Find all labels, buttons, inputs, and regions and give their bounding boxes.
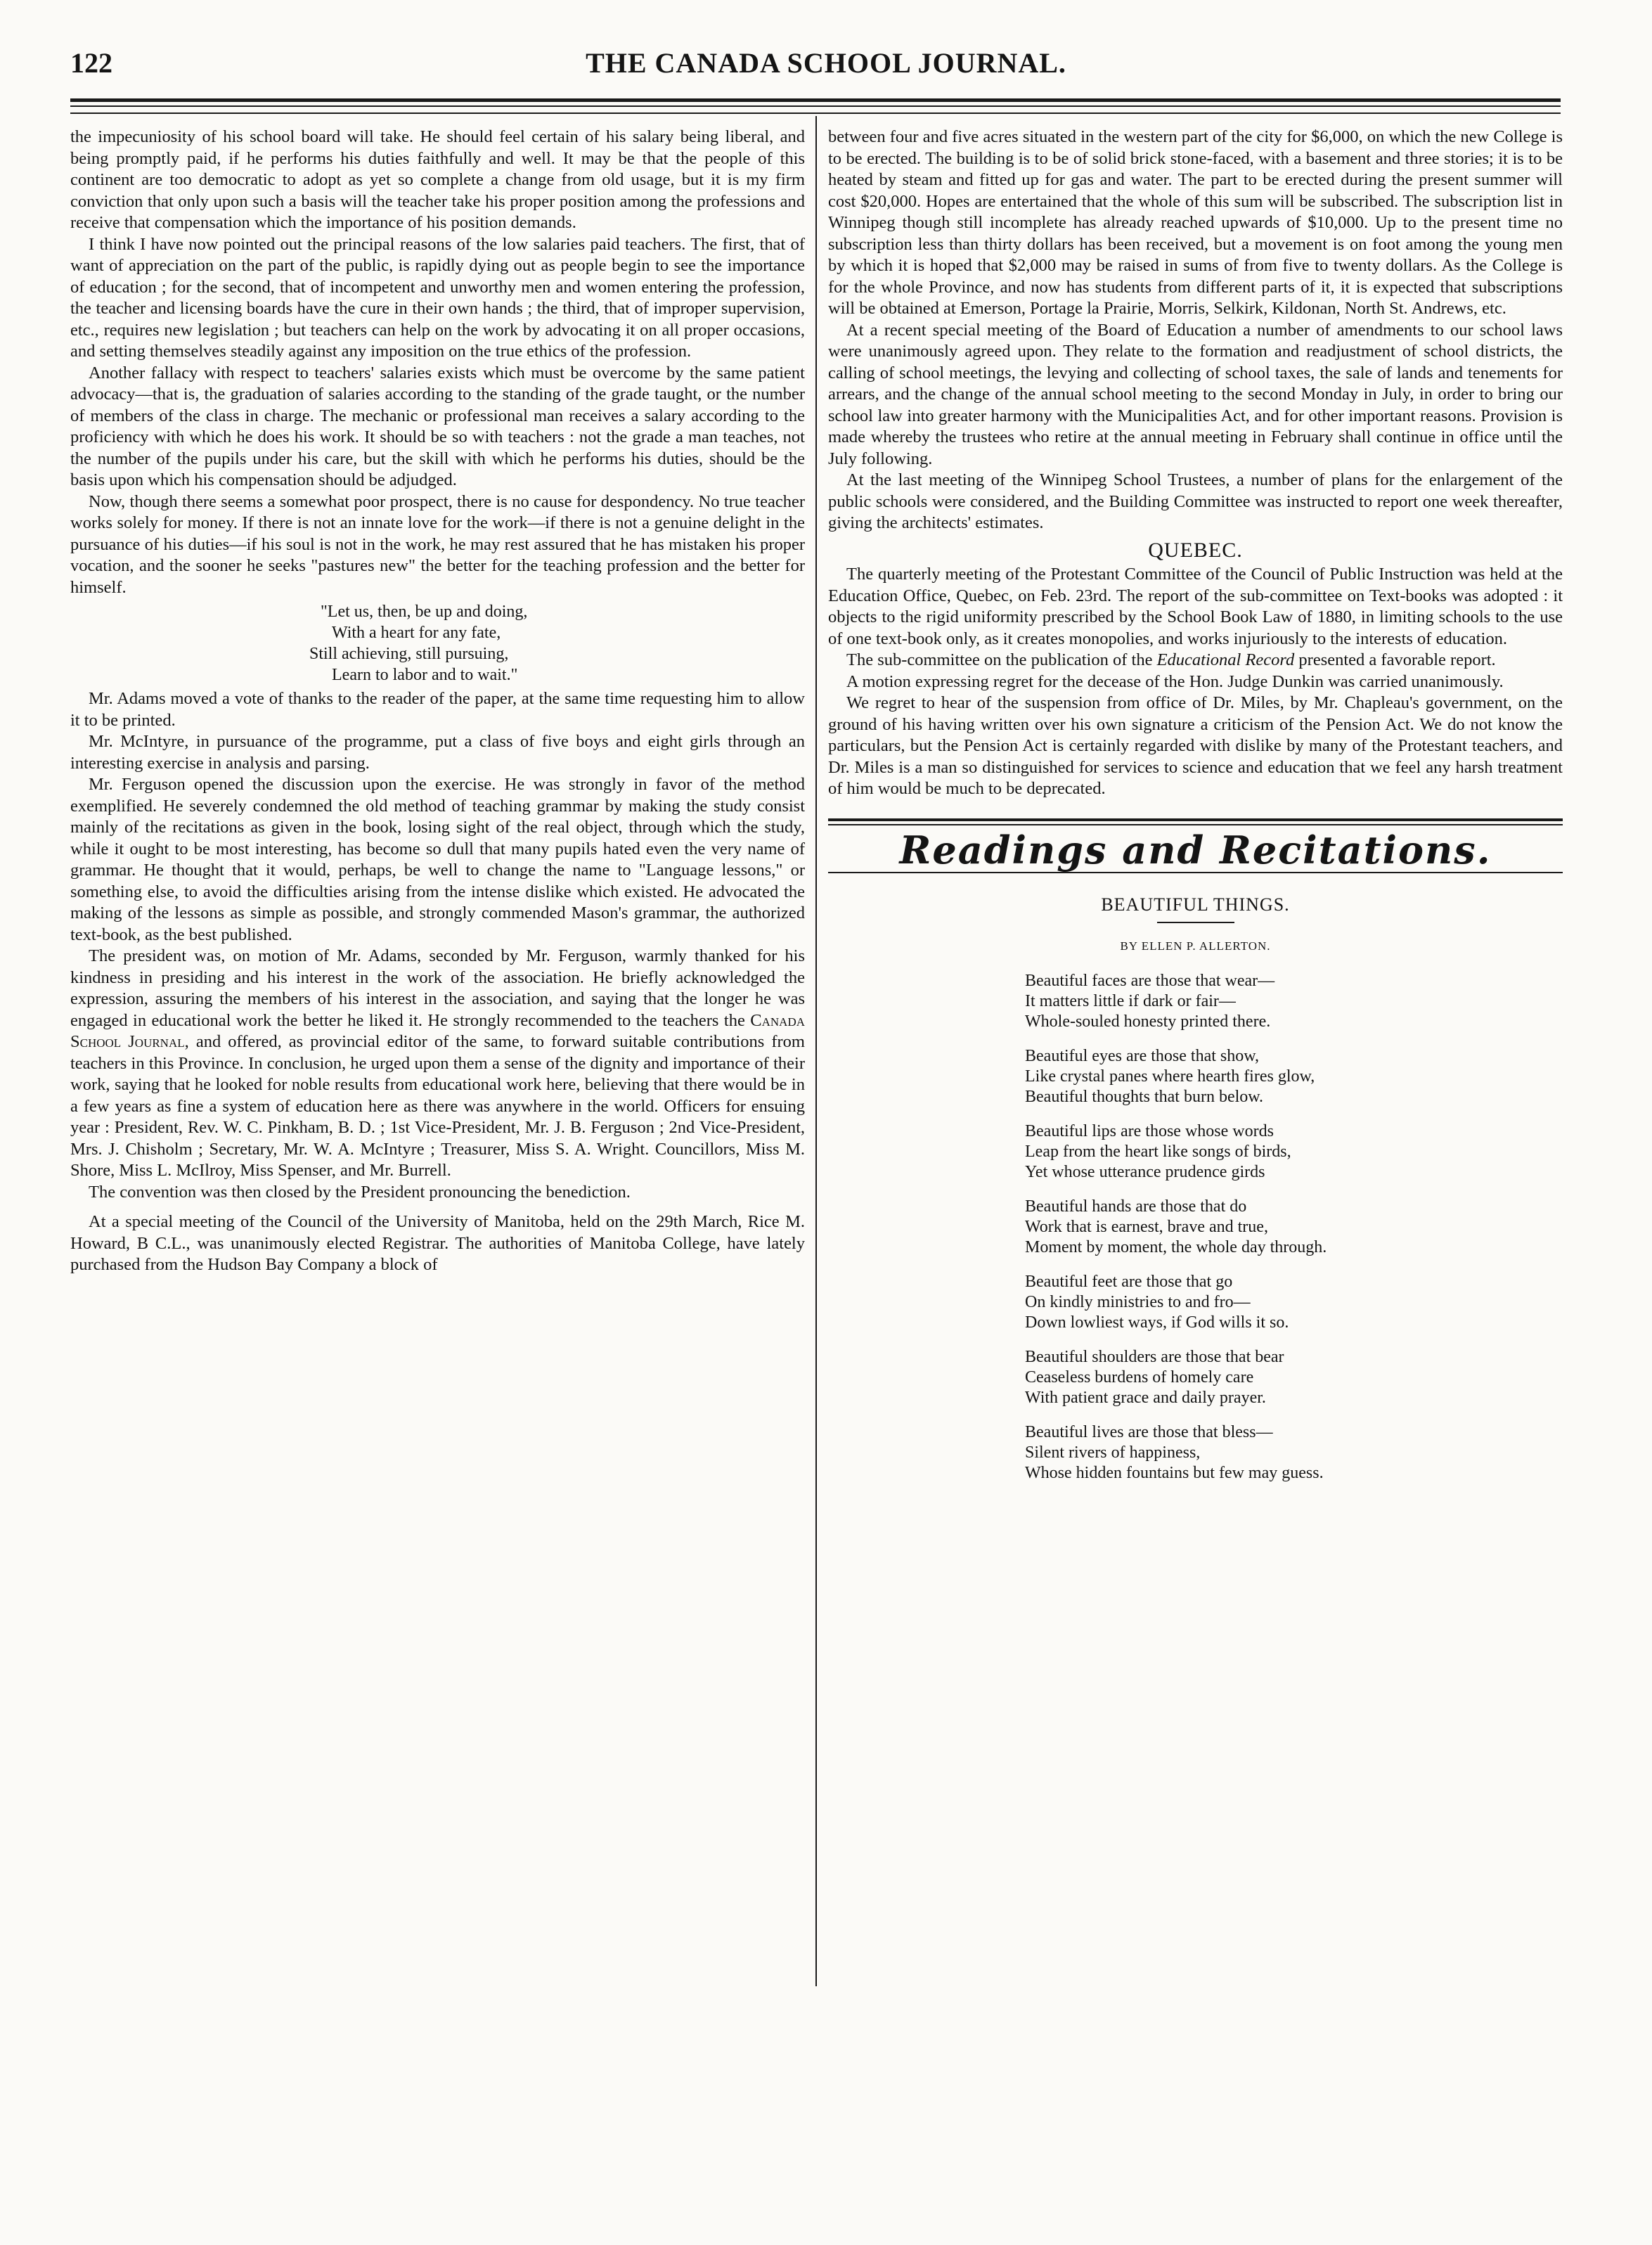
poem-line: Beautiful eyes are those that show,	[1025, 1047, 1260, 1065]
poem-line: Leap from the heart like songs of birds,	[1025, 1143, 1291, 1161]
poem-line: Beautiful feet are those that go	[1025, 1273, 1233, 1291]
poem-byline: BY ELLEN P. ALLERTON.	[1120, 939, 1271, 953]
paragraph: At the last meeting of the Winnipeg School Trustees, a number of plans for the enlargement of the public schools were considered, and the Building Committee was instructed to report one week thereafter, giving the architects' estimates.	[828, 470, 1563, 532]
poem-line: Silent rivers of happiness,	[1025, 1443, 1201, 1462]
poem-line: Whose hidden fountains but few may guess.	[1025, 1464, 1324, 1482]
poem-line: Ceaseless burdens of homely care	[1025, 1368, 1254, 1387]
verse-line: Still achieving, still pursuing,	[309, 645, 509, 663]
running-title: THE CANADA SCHOOL JOURNAL.	[586, 47, 1066, 79]
paragraph: We regret to hear of the suspension from office of Dr. Miles, by Mr. Chapleau's government, on the ground of his having written over his own signature a criticism of the Pension Act. We do not know the particulars, but the Pension Act is certainly regarded with dislike by many of the Protestant teachers, and Dr. Miles is a man so distinguished for services to science and education that we feel any harsh treatment of him would be much to be deprecated.	[828, 693, 1563, 798]
paragraph-text: The president was, on motion of Mr. Adams, seconded by Mr. Ferguson, warmly thanked for his kindness in presiding and his interest in the work of the association. He briefly acknowledged the expression, assuring the members of his interest in the association, and saying that the longer he was engaged in educational work the better he liked it. He strongly recommended to the teachers the	[70, 946, 805, 1030]
poem-line: Moment by moment, the whole day through.	[1025, 1238, 1327, 1256]
paragraph: At a recent special meeting of the Board of Education a number of amendments to our school laws were unanimously agreed upon. They relate to the formation and readjustment of school districts, the calling of school meetings, the levying and collecting of school taxes, the sale of lands and tenements for arrears, and the change of the annual school meeting to the second Monday in July, in order to bring our school law into greater harmony with the Municipalities Act, and for other important reasons. Provision is made whereby the trustees who retire at the annual meeting in February shall continue in office until the July following.	[828, 320, 1563, 468]
poem-line: Beautiful lives are those that bless—	[1025, 1423, 1273, 1441]
page-number: 122	[70, 47, 112, 79]
poem-line: Beautiful lips are those whose words	[1025, 1122, 1274, 1140]
publication-name: Educational Record	[1156, 650, 1295, 669]
paragraph: Now, though there seems a somewhat poor prospect, there is no cause for despondency. No true teacher works solely for money. If there is not an innate love for the work—if there is not a genuine delight in the pursuance of his duties—if his soul is not in the work, he may rest assured that he has mistaken his proper vocation, and the sooner he seeks "pastures new" the better for the teaching profession and the better for himself.	[70, 491, 805, 597]
paragraph: The quarterly meeting of the Protestant Committee of the Council of Public Instruction was held at the Education Office, Quebec, on Feb. 23rd. The report of the sub-committee on Text-books was adopted : it objects to the rigid uniformity prescribed by the School Book Law of 1880, in limiting schools to the use of one text-book only, as it creates monopolies, and works injuriously to the interests of education.	[828, 565, 1563, 648]
poem-line: Down lowliest ways, if God wills it so.	[1025, 1313, 1289, 1332]
readings-heading: Readings and Recitations.	[899, 827, 1492, 873]
right-column	[828, 127, 1563, 1498]
paragraph	[828, 650, 1563, 671]
poem-stanza	[1025, 1347, 1563, 1408]
page-header	[70, 44, 1582, 86]
poem-line: Work that is earnest, brave and true,	[1025, 1218, 1268, 1236]
poem-line: Whole-souled honesty printed there.	[1025, 1012, 1271, 1031]
poem-stanza	[1025, 1121, 1563, 1183]
journal-name: Canada School Journal	[70, 1010, 806, 1051]
poem-line: Beautiful faces are those that wear—	[1025, 972, 1275, 990]
poem-line: Beautiful shoulders are those that bear	[1025, 1348, 1284, 1366]
paragraph: Another fallacy with respect to teachers' salaries exists which must be overcome by the same patient advocacy—that is, the graduation of salaries according to the standing of the grade taught, or the number of members of the class in charge. The mechanic or professional man receives a salary according to the proficiency with which he does his work. It should be so with teachers : not the grade a man teaches, not the number of the pupils under his care, but the skill with which he performs his duties, should be the basis upon which his compensation should be adjudged.	[70, 363, 805, 489]
paragraph: Mr. Ferguson opened the discussion upon the exercise. He was strongly in favor of the method exemplified. He severely condemned the old method of teaching grammar by making the study consist mainly of the recitations as given in the book, losing sight of the real object, through which the study, while it ought to be most interesting, has become so dull that many pupils hated even the very name of grammar. He thought that it would, perhaps, be well to change the name to "Language lessons," or something else, to avoid the difficulties arising from the intense dislike which existed. He advocated the making of the lessons as simple as possible, and strongly commended Mason's grammar, the authorized text-book, as the best published.	[70, 775, 805, 944]
paragraph-text: presented a favorable report.	[1298, 650, 1496, 669]
poem-line: Like crystal panes where hearth fires glow,	[1025, 1067, 1315, 1086]
poem-stanza	[1025, 1046, 1563, 1107]
paragraph: A motion expressing regret for the decease of the Hon. Judge Dunkin was carried unanimously.	[846, 671, 1504, 691]
section-divider	[828, 818, 1563, 825]
paragraph: Mr. McIntyre, in pursuance of the programme, put a class of five boys and eight girls through an interesting exercise in analysis and parsing.	[70, 732, 805, 773]
left-column	[70, 127, 805, 1276]
poem-title-rule	[1157, 922, 1234, 923]
header-rule-thin	[70, 105, 1561, 107]
poem-stanza	[1025, 1272, 1563, 1333]
poem-line: Yet whose utterance prudence girds	[1025, 1163, 1265, 1181]
paragraph: At a special meeting of the Council of the University of Manitoba, held on the 29th March, Rice M. Howard, B C.L., was unanimously elected Registrar. The authorities of Manitoba College, have lately purchased from the Hudson Bay Company a block of	[70, 1212, 805, 1274]
poem-title: BEAUTIFUL THINGS.	[1101, 894, 1290, 915]
verse-line: Learn to labor and to wait."	[332, 666, 518, 684]
poem-line: Beautiful thoughts that burn below.	[1025, 1088, 1264, 1106]
verse-line: "Let us, then, be up and doing,	[321, 603, 528, 621]
poem-stanza	[1025, 1422, 1563, 1484]
paragraph-text: The sub-committee on the publication of the	[846, 650, 1153, 669]
paragraph: between four and five acres situated in the western part of the city for $6,000, on which the new College is to be erected. The building is to be of solid brick stone-faced, with a basement and three stories; it is to be heated by steam and fitted up for gas and water. The part to be erected during the present summer will cost $20,000. Hopes are entertained that the whole of this sum will be subscribed. The subscription list in Winnipeg though still incomplete has already reached upwards of $10,000. Up to the present time no subscription less than thirty dollars has been received, but a movement is on foot among the young men by which it is hoped that $2,000 may be raised in sums of from five to twenty dollars. As the College is for the whole Province, and now has students from different parts of it, it is expected that subscriptions will be obtained at Emerson, Portage la Prairie, Morris, Selkirk, Kildonan, North St. Andrews, etc.	[828, 127, 1563, 318]
paragraph: Mr. Adams moved a vote of thanks to the reader of the paper, at the same time requesting him to allow it to be printed.	[70, 689, 805, 730]
paragraph: The convention was then closed by the President pronouncing the benediction.	[89, 1182, 631, 1202]
poem-line: Beautiful hands are those that do	[1025, 1197, 1247, 1216]
poem-line: It matters little if dark or fair—	[1025, 992, 1236, 1010]
poem-line: With patient grace and daily prayer.	[1025, 1389, 1266, 1407]
column-divider	[815, 116, 817, 1986]
poem-line: On kindly ministries to and fro—	[1025, 1293, 1251, 1311]
header-rule-thick	[70, 98, 1561, 102]
section-heading-quebec: QUEBEC.	[1148, 538, 1243, 562]
paragraph: I think I have now pointed out the principal reasons of the low salaries paid teachers. The first, that of want of appreciation on the part of the public, is rapidly dying out as people begin to see the importance of education ; for the second, that of incompetent and unworthy men and women entering the profession, the teacher and licensing boards have the cure in their own hands ; the third, that of improper supervision, etc., requires new legislation ; but teachers can help on the work by advocating it on all proper occasions, and setting themselves steadily against any imposition on the true ethics of the profession.	[70, 234, 805, 361]
header-rule-thin-lower	[70, 112, 1561, 114]
paragraph	[70, 946, 805, 1182]
paragraph-text: , and offered, as provincial editor of the same, to forward suitable contributions from teachers in this Province. In conclusion, he urged upon them a sense of the dignity and importance of their work, saying that he looked for noble results from educational work here, believing that there would be in a few years as fine a system of education here as there was anywhere in the world. Officers for ensuing year : President, Rev. W. C. Pinkham, B. D. ; 1st Vice-President, Mr. J. B. Ferguson ; 2nd Vice-President, Mrs. J. Chisholm ; Secretary, Mr. W. A. McIntyre ; Treasurer, Miss S. A. Wright. Councillors, Miss M. Shore, Miss L. McIlroy, Miss Spenser, and Mr. Burrell.	[70, 1032, 805, 1180]
poem-stanza	[1025, 1197, 1563, 1258]
poem-stanza	[1025, 971, 1563, 1032]
paragraph: the impecuniosity of his school board will take. He should feel certain of his salary being liberal, and being promptly paid, if he performs his duties faithfully and well. It may be that the people of this continent are too democratic to adopt as yet so complete a change from old usage, but it is my firm conviction that only upon such a basis will the teacher take his proper position among the professions and receive that compensation which the importance of his position demands.	[70, 127, 805, 232]
verse-line: With a heart for any fate,	[332, 624, 501, 642]
verse-quotation	[309, 601, 805, 686]
